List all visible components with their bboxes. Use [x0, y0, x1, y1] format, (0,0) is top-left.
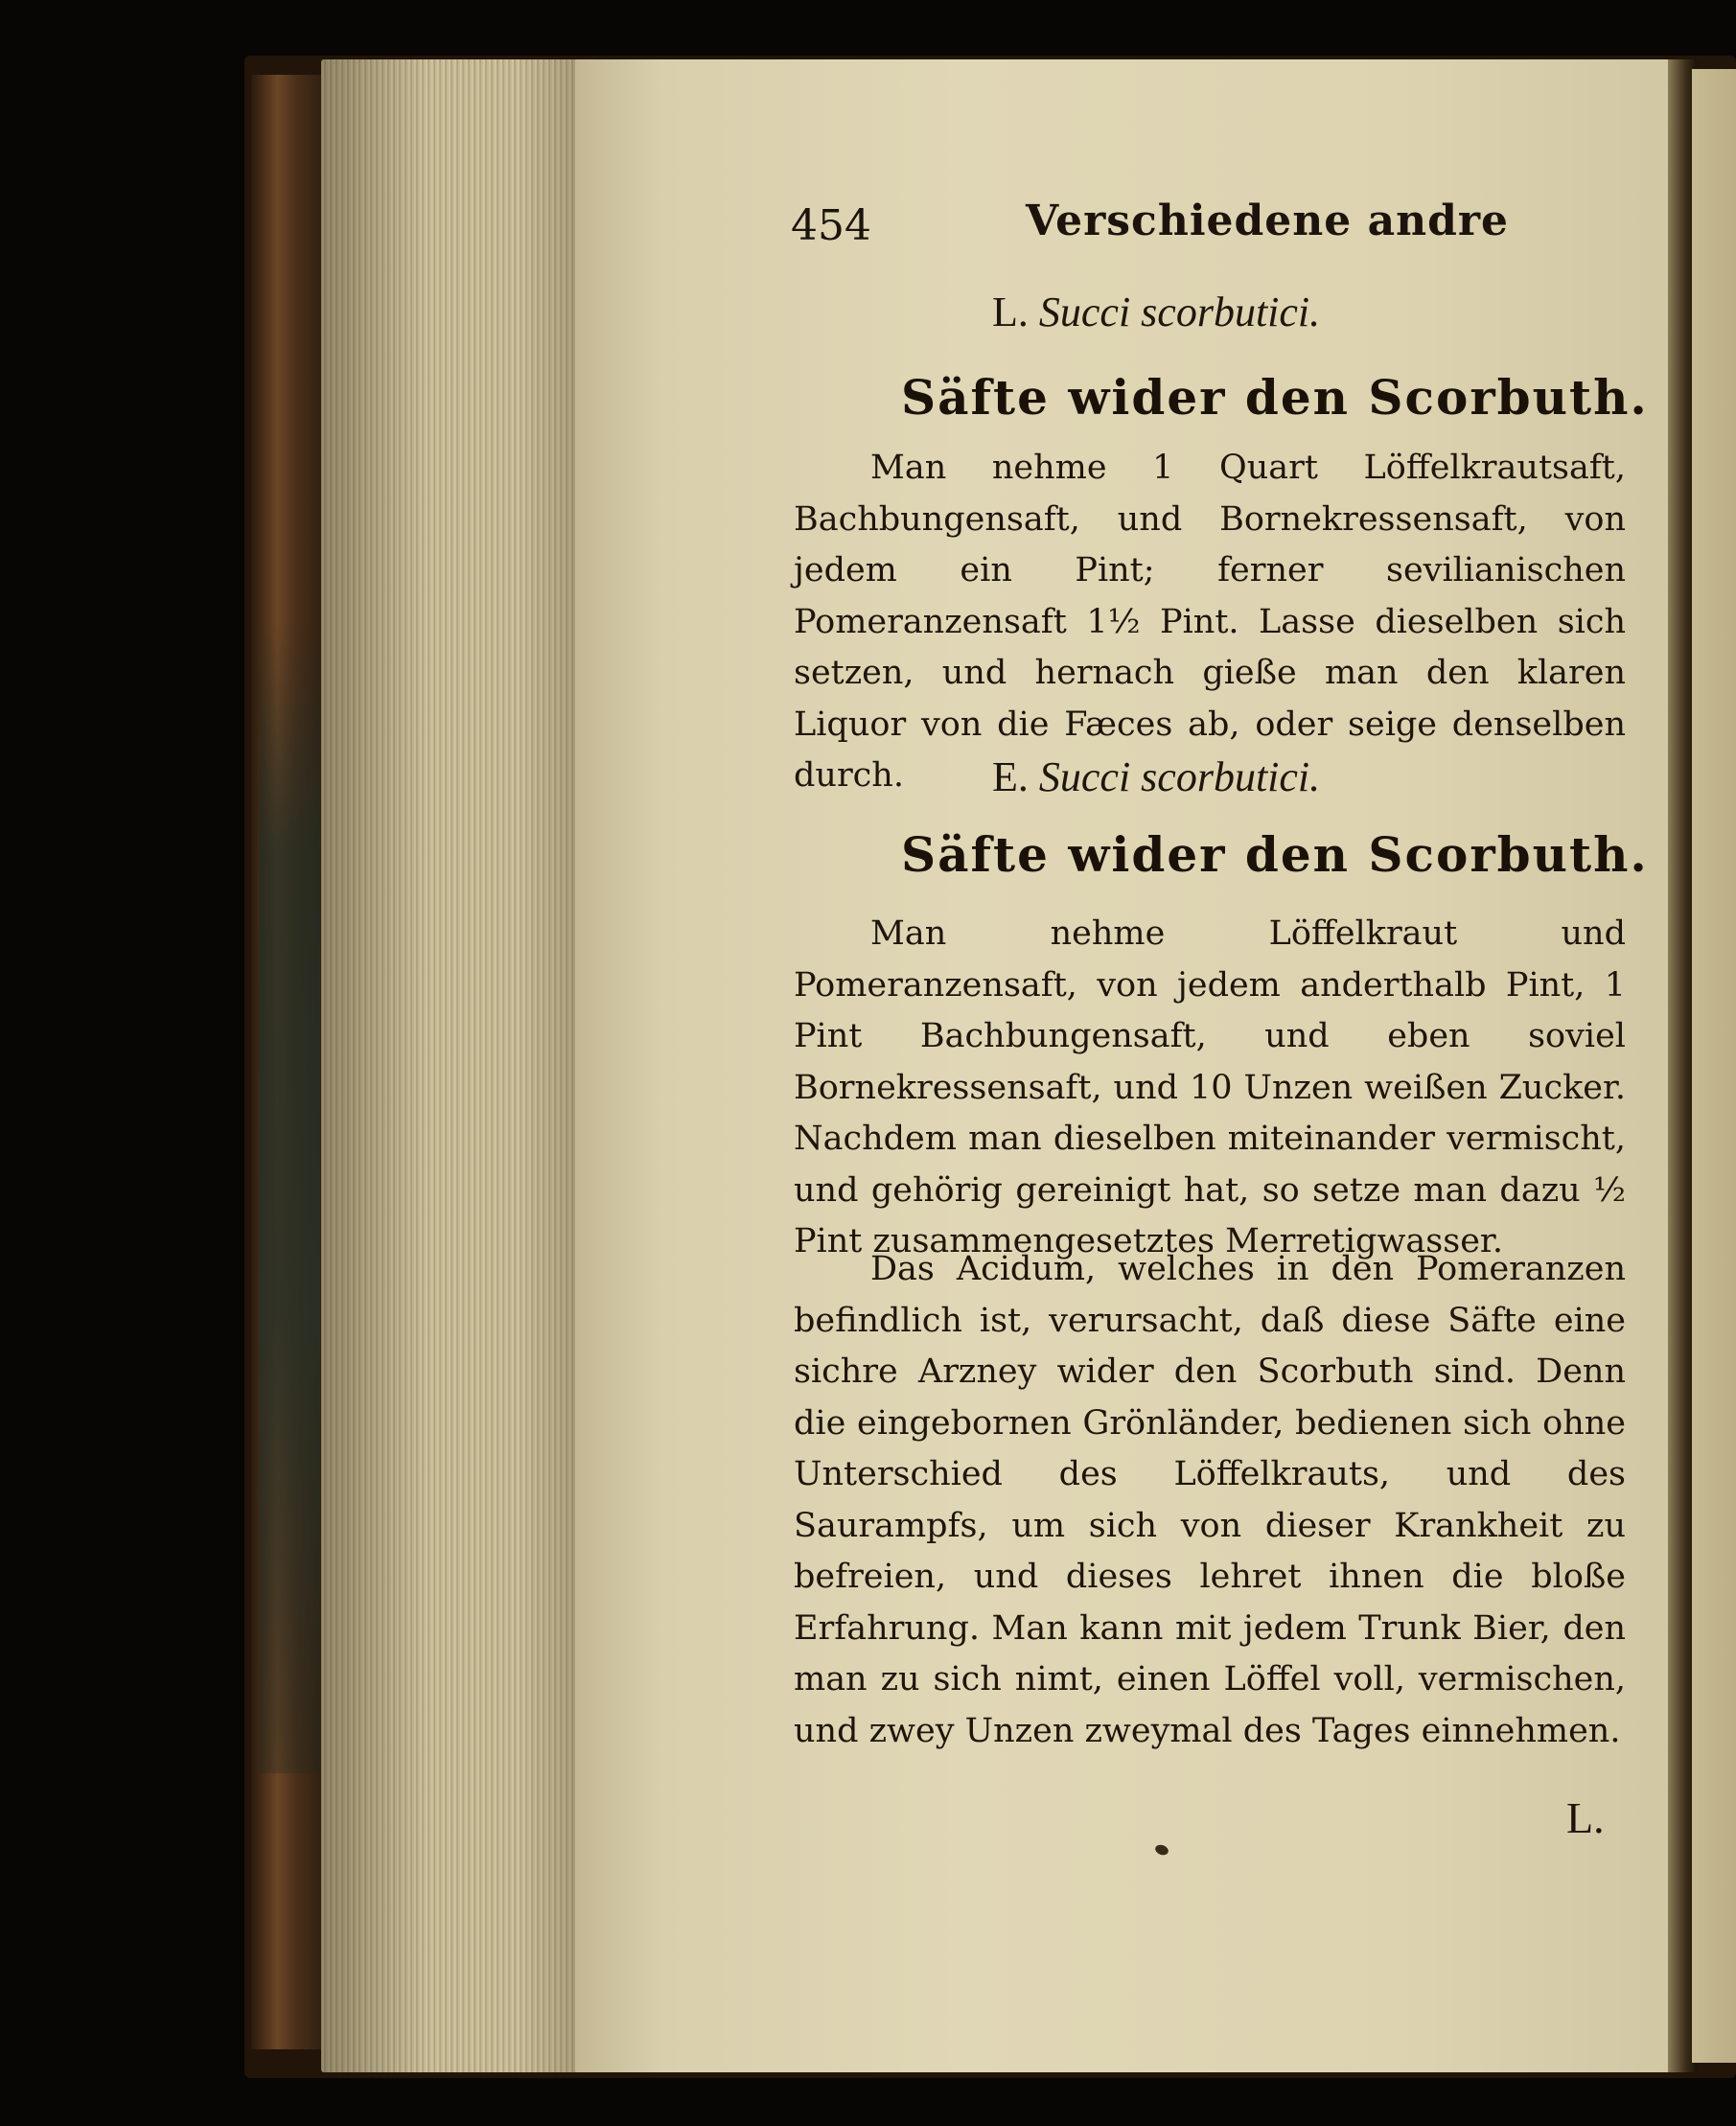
paragraph: Man nehme 1 Quart Löffelkrautsaft, Bachbungensaft, und Bornekressensaft, von jedem ein Pint; ferner sevilianischen Pomeranzensaft 1½ Pint. Lasse dieselben sich setzen, und hernach gieße man den klaren Liquor von die Fæces ab, oder seige denselben durch. — [794, 449, 1626, 795]
cover-stain — [259, 623, 320, 1773]
paragraph: Das Acidum, welches in den Pomeranzen befindlich ist, verursacht, daß diese Säfte eine sichre Arzney wider den Scorbuth sind. Denn die eingebornen Grönländer, bedienen sich ohne Unterschied des Löffelkrauts, und des Saurampfs, um sich von dieser Krankheit zu befreien, und dieses lehret ihnen die bloße Erfahrung. Man kann mit jedem Trunk Bier, den man zu sich nimt, einen Löffel voll, vermischen, und zwey Unzen zweymal des Tages einnehmen. — [794, 1250, 1626, 1750]
page-edges-shade — [321, 59, 585, 2072]
section-label — [992, 752, 1320, 801]
section-label — [992, 288, 1320, 336]
section-title: Säfte wider den Scorbuth. — [901, 369, 1649, 426]
page-number: 454 — [791, 201, 871, 250]
section-letter: E. — [992, 753, 1029, 800]
paragraph: Man nehme Löffelkraut und Pomeranzensaft, von jedem anderthalb Pint, 1 Pint Bachbungensaft, und eben soviel Bornekressensaft, und 10 Unzen weißen Zucker. Nachdem man dieselben miteinander vermischt, und gehörig gereinigt hat, so setze man dazu ½ Pint zusammengesetztes Merretigwasser. — [794, 914, 1626, 1260]
running-head: Verschiedene andre — [1026, 196, 1510, 245]
section-latin-title: Succi scorbutici. — [1038, 753, 1321, 800]
catchword: L. — [1566, 1793, 1605, 1842]
section-latin-title: Succi scorbutici. — [1038, 289, 1321, 335]
facing-page-edge — [1692, 69, 1736, 2063]
section-letter: L. — [992, 289, 1029, 335]
section-title: Säfte wider den Scorbuth. — [901, 826, 1649, 883]
